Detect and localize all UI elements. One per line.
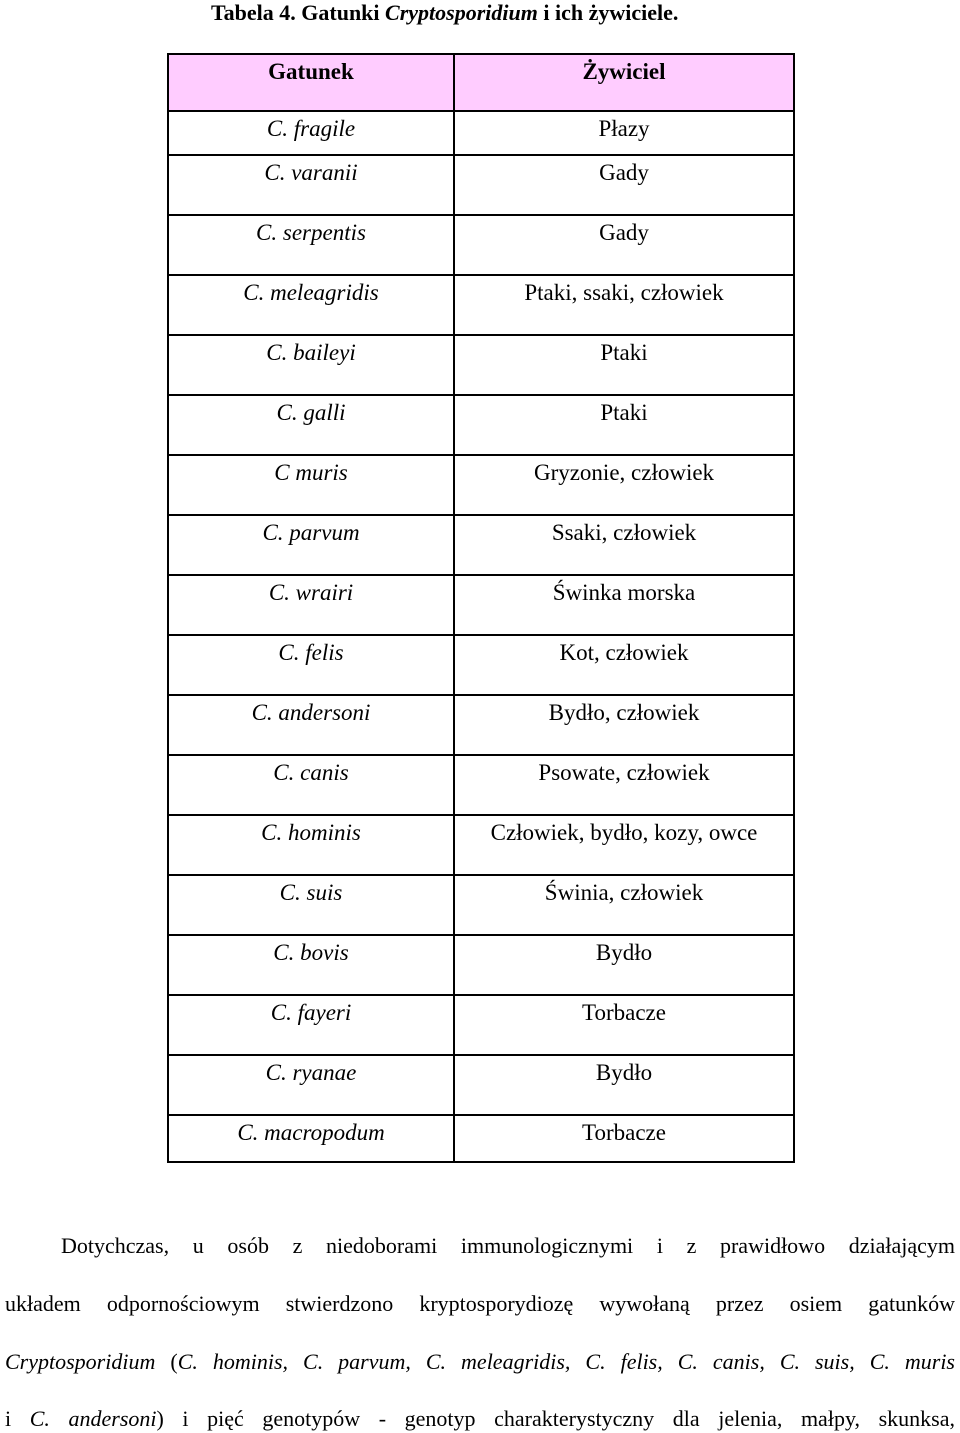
host-cell: Torbacze (454, 995, 794, 1055)
host-cell: Gady (454, 215, 794, 275)
host-cell: Płazy (454, 111, 794, 155)
species-list: C. hominis, C. parvum, C. meleagridis, C. felis, C. canis, C. suis, C. muris (177, 1349, 955, 1374)
species-cell: C. meleagridis (168, 275, 454, 335)
host-cell: Ptaki (454, 395, 794, 455)
table-row (168, 515, 794, 575)
species-cell: C. felis (168, 635, 454, 695)
table-row (168, 155, 794, 215)
species-cell: C muris (168, 455, 454, 515)
table-row (168, 1055, 794, 1115)
species-cell: C. parvum (168, 515, 454, 575)
species-cell: C. ryanae (168, 1055, 454, 1115)
species-cell: C. varanii (168, 155, 454, 215)
paragraph-fragment: i (5, 1406, 30, 1431)
paragraph-line-4 (5, 1404, 955, 1433)
table-row (168, 455, 794, 515)
caption-suffix: i ich żywiciele. (537, 0, 679, 25)
table-row (168, 635, 794, 695)
paragraph-fragment: ( (155, 1349, 178, 1374)
table-row (168, 111, 794, 155)
host-cell: Gryzonie, człowiek (454, 455, 794, 515)
paragraph-line-2 (5, 1289, 955, 1318)
host-cell: Bydło (454, 935, 794, 995)
table-row (168, 755, 794, 815)
paragraph-fragment: ) i pięć genotypów - genotyp charakterystyczny dla jelenia, małpy, skunksa, (156, 1406, 955, 1431)
species-cell: C. macropodum (168, 1115, 454, 1162)
table-row (168, 215, 794, 275)
paragraph-text-mixed (5, 1404, 955, 1433)
species-name: C. andersoni (29, 1406, 157, 1431)
table-row (168, 275, 794, 335)
host-cell: Ptaki, ssaki, człowiek (454, 275, 794, 335)
host-cell: Ssaki, człowiek (454, 515, 794, 575)
host-cell: Człowiek, bydło, kozy, owce (454, 815, 794, 875)
table-row (168, 1115, 794, 1162)
header-species: Gatunek (168, 54, 454, 111)
header-host: Żywiciel (454, 54, 794, 111)
species-cell: C. fragile (168, 111, 454, 155)
host-cell: Ptaki (454, 335, 794, 395)
host-cell: Bydło, człowiek (454, 695, 794, 755)
table-row (168, 395, 794, 455)
table-row (168, 815, 794, 875)
table-header-row (168, 54, 794, 111)
table-row (168, 695, 794, 755)
species-cell: C. baileyi (168, 335, 454, 395)
host-cell: Torbacze (454, 1115, 794, 1162)
table-caption (0, 0, 960, 26)
species-cell: C. wrairi (168, 575, 454, 635)
caption-prefix: Tabela 4. Gatunki (211, 0, 386, 25)
species-cell: C. canis (168, 755, 454, 815)
species-cell: C. suis (168, 875, 454, 935)
host-cell: Gady (454, 155, 794, 215)
host-cell: Bydło (454, 1055, 794, 1115)
paragraph-text-mixed (5, 1347, 955, 1376)
caption-genus: Cryptosporidium (385, 0, 538, 25)
species-cell: C. serpentis (168, 215, 454, 275)
species-cell: C. galli (168, 395, 454, 455)
host-cell: Kot, człowiek (454, 635, 794, 695)
host-cell: Świnia, człowiek (454, 875, 794, 935)
paragraph-line-3 (5, 1347, 955, 1376)
paragraph-text: Dotychczas, u osób z niedoborami immunologicznymi i z prawidłowo działającym (61, 1233, 955, 1258)
table-row (168, 575, 794, 635)
table-row (168, 335, 794, 395)
paragraph-text: układem odpornościowym stwierdzono kryptosporydiozę wywołaną przez osiem gatunków (5, 1291, 955, 1316)
species-cell: C. hominis (168, 815, 454, 875)
species-cell: C. andersoni (168, 695, 454, 755)
species-host-table (167, 53, 795, 1163)
table-row (168, 875, 794, 935)
table-row (168, 995, 794, 1055)
host-cell: Psowate, człowiek (454, 755, 794, 815)
host-cell: Świnka morska (454, 575, 794, 635)
table-row (168, 935, 794, 995)
paragraph-line-1 (5, 1231, 955, 1260)
genus-name: Cryptosporidium (5, 1349, 156, 1374)
species-cell: C. bovis (168, 935, 454, 995)
species-cell: C. fayeri (168, 995, 454, 1055)
